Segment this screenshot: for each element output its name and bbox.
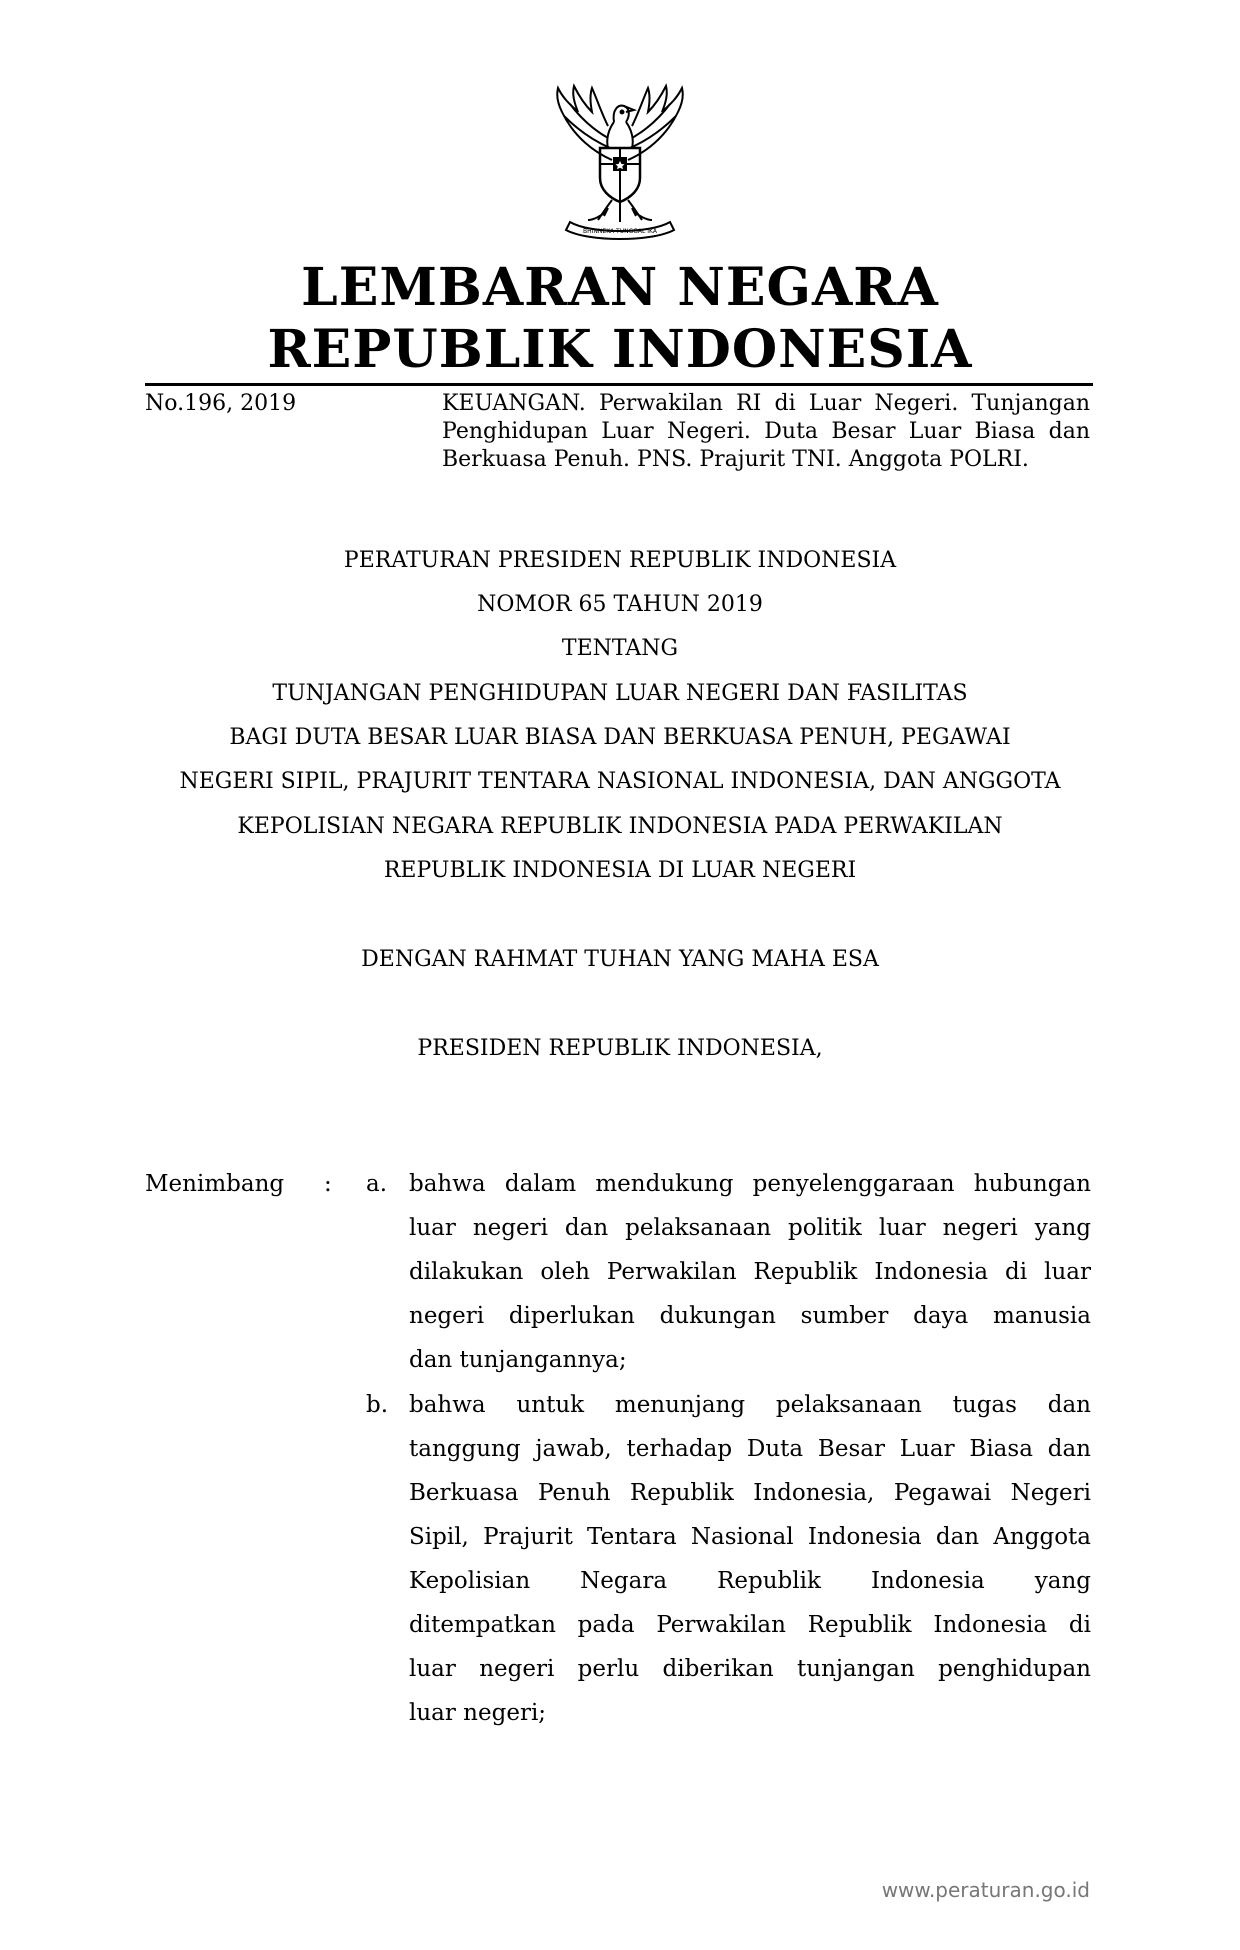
clause-line: dilakukan oleh Perwakilan Republik Indonesia di luar: [409, 1259, 1091, 1285]
clause-line: dan tunjangannya;: [409, 1347, 627, 1373]
title-divider: [145, 383, 1093, 386]
garuda-emblem-icon: [534, 82, 706, 240]
regulation-title-line: NEGERI SIPIL, PRAJURIT TENTARA NASIONAL INDONESIA, DAN ANGGOTA: [179, 769, 1061, 794]
clause-line: Kepolisian Negara Republik Indonesia yang: [409, 1568, 1091, 1594]
clause-line: tanggung jawab, terhadap Duta Besar Luar Biasa dan: [409, 1436, 1091, 1462]
regulation-title-line: BAGI DUTA BESAR LUAR BIASA DAN BERKUASA PENUH, PEGAWAI: [229, 725, 1011, 750]
issuer: PRESIDEN REPUBLIK INDONESIA,: [417, 1036, 823, 1061]
clause-line: bahwa dalam mendukung penyelenggaraan hubungan: [409, 1171, 1091, 1197]
regulation-title-line: TUNJANGAN PENGHIDUPAN LUAR NEGERI DAN FASILITAS: [272, 681, 968, 706]
footer-url[interactable]: www.peraturan.go.id: [881, 1878, 1090, 1902]
svg-text:BHINNEKA TUNGGAL IKA: BHINNEKA TUNGGAL IKA: [583, 228, 657, 235]
gazette-number: No.196, 2019: [145, 391, 297, 416]
regulation-title-line: KEPOLISIAN NEGARA REPUBLIK INDONESIA PADA PERWAKILAN: [237, 814, 1003, 839]
considering-colon: :: [324, 1171, 332, 1197]
clause-line: Berkuasa Penuh Republik Indonesia, Pegawai Negeri: [409, 1480, 1091, 1506]
clause-text: [409, 1162, 1091, 1382]
invocation: DENGAN RAHMAT TUHAN YANG MAHA ESA: [361, 947, 879, 972]
clause-line: Sipil, Prajurit Tentara Nasional Indonesia dan Anggota: [409, 1524, 1091, 1550]
gazette-title-line-2: REPUBLIK INDONESIA: [267, 319, 973, 380]
gazette-summary: KEUANGAN. Perwakilan RI di Luar Negeri. Tunjangan Penghidupan Luar Negeri. Duta Besar Luar Biasa dan Berkuasa Penuh. PNS. Prajurit TNI. Anggota POLRI.: [442, 391, 1090, 472]
regulation-about: TENTANG: [561, 636, 679, 661]
clause-line: negeri diperlukan dukungan sumber daya manusia: [409, 1303, 1091, 1329]
regulation-number: NOMOR 65 TAHUN 2019: [477, 592, 763, 617]
clause-line: ditempatkan pada Perwakilan Republik Indonesia di: [409, 1612, 1091, 1638]
clause-line: bahwa untuk menunjang pelaksanaan tugas dan: [409, 1392, 1091, 1418]
clause-text: [409, 1383, 1091, 1735]
clause-line: luar negeri;: [409, 1700, 547, 1726]
clause-letter: a.: [366, 1171, 388, 1197]
clause-line: luar negeri dan pelaksanaan politik luar negeri yang: [409, 1215, 1091, 1241]
clause-letter: b.: [366, 1392, 389, 1418]
gazette-title-line-1: LEMBARAN NEGARA: [301, 257, 939, 318]
regulation-title-line: REPUBLIK INDONESIA DI LUAR NEGERI: [383, 858, 857, 883]
regulation-type: PERATURAN PRESIDEN REPUBLIK INDONESIA: [343, 548, 897, 573]
clause-line: luar negeri perlu diberikan tunjangan penghidupan: [409, 1656, 1091, 1682]
considering-label: Menimbang: [145, 1171, 285, 1197]
